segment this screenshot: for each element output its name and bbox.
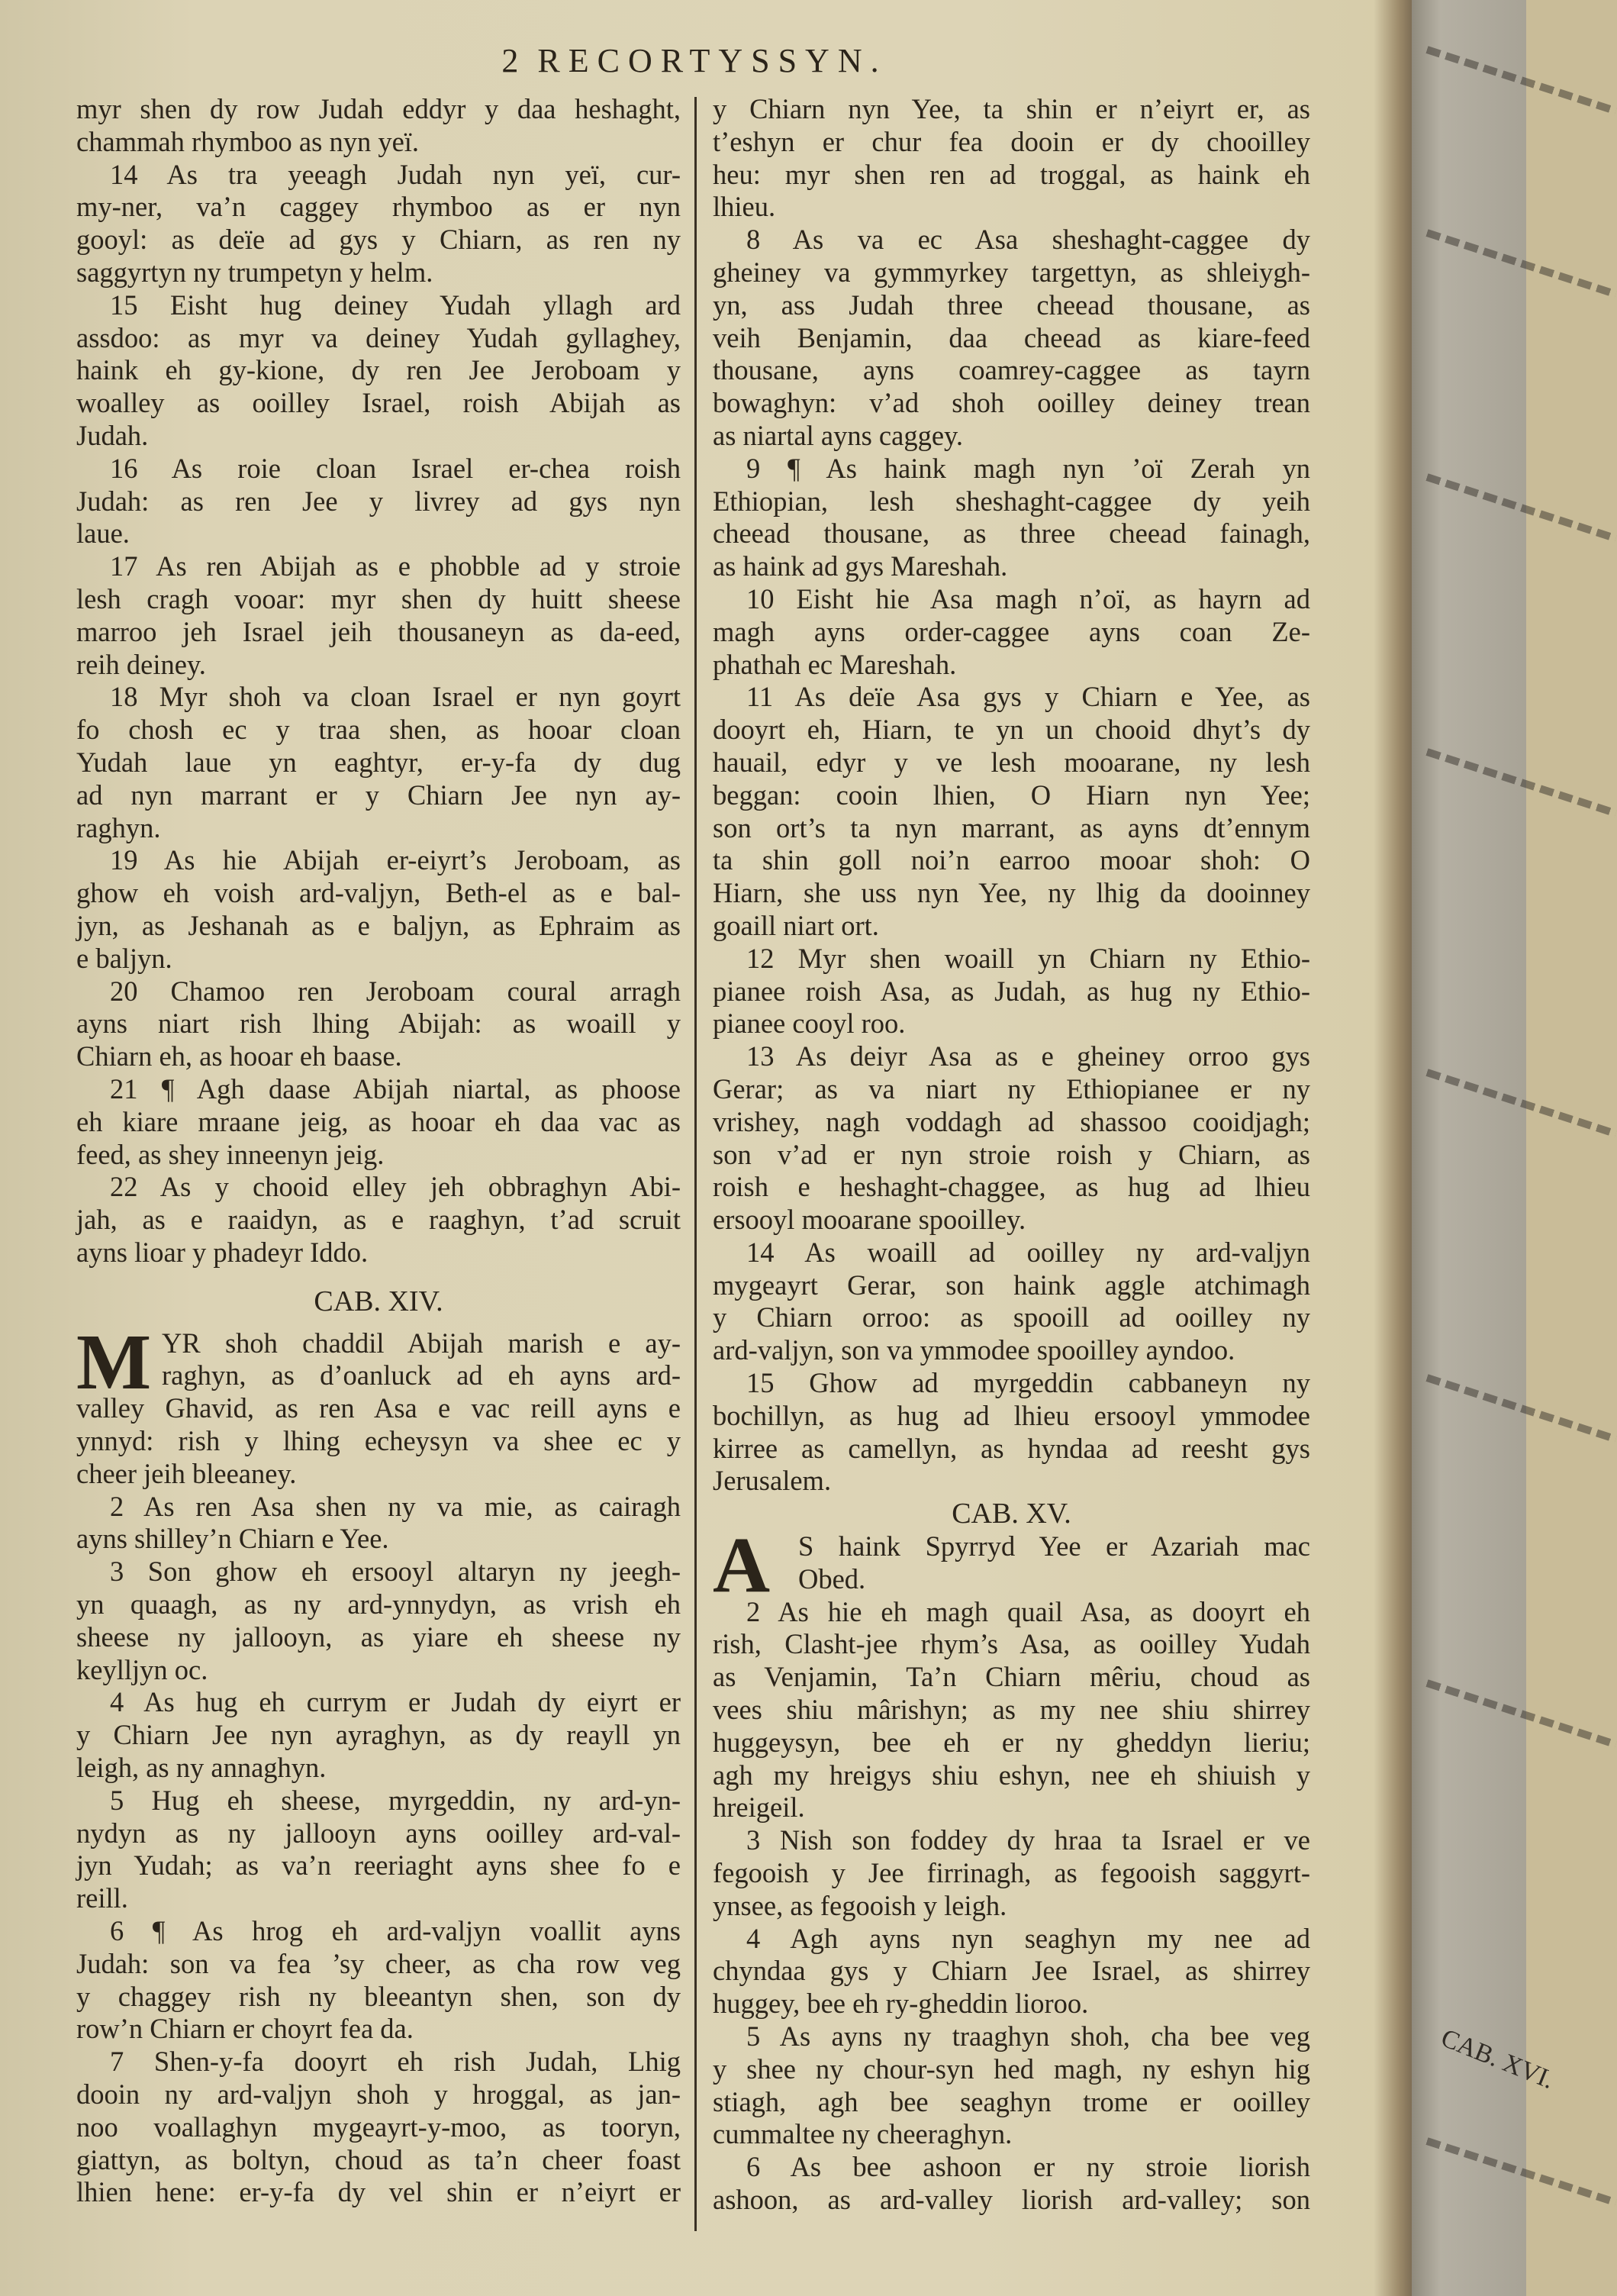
text-line: cheer jeih bleeaney. [76, 1457, 297, 1489]
text-line: ynsee, as fegooish y leigh. [713, 1889, 1007, 1921]
text-line: Judah: son va fea ’sy cheer, as cha row veg [76, 1947, 681, 1979]
text-line: Ethiopian, lesh sheshaght-caggee dy yeih [713, 485, 1310, 517]
text-line: ynnyd: rish y lhing echeysyn va shee ec y [76, 1425, 681, 1457]
text-line: Jerusalem. [713, 1465, 832, 1497]
drop-cap: M [76, 1317, 150, 1406]
text-line: 6 ¶ As hrog eh ard-valjyn voallit ayns [110, 1915, 681, 1947]
text-line: 21 ¶ Agh daase Abijah niartal, as phoose [110, 1072, 681, 1104]
text-line: rish, Clasht-jee rhym’s Asa, as ooilley Yudah [713, 1628, 1310, 1660]
text-line: jyn, as Jeshanah as e baljyn, as Ephraim as [76, 909, 681, 941]
text-line: fo chosh ec y traa shen, as hooar cloan [76, 714, 681, 746]
text-line: 3 Nish son foddey dy hraa ta Israel er ve [746, 1824, 1310, 1856]
text-line: Obed. [798, 1562, 866, 1595]
verse-paragraph [713, 2151, 1310, 2217]
blurred-text-line [1425, 46, 1616, 114]
running-header [0, 40, 1389, 82]
text-line: noo voallaghyn mygeayrt-y-moo, as tooryn, [76, 2111, 681, 2143]
text-line: ta shin goll noi’n earroo mooar shoh: O [713, 844, 1310, 876]
verse-paragraph [76, 1556, 681, 1686]
text-line: 11 As deïe Asa gys y Chiarn e Yee, as [746, 681, 1310, 713]
blurred-text-line [1425, 229, 1616, 298]
text-line: ashoon, as ard-valley liorish ard-valley; son [713, 2184, 1310, 2215]
column-divider [694, 97, 697, 2231]
text-line: magh ayns order-caggee ayns coan Ze- [713, 615, 1310, 647]
text-line: vrishey, nagh voddagh ad shassoo cooidjagh; [713, 1105, 1310, 1137]
text-line: feed, as shey inneenyn jeig. [76, 1138, 385, 1170]
verse-paragraph [713, 583, 1310, 681]
text-line: beggan: cooin lhien, O Hiarn nyn Yee; [713, 779, 1310, 811]
text-line: 6 As bee ashoon er ny stroie liorish [746, 2151, 1310, 2183]
text-line: son ort’s ta nyn marrant, as ayns dt’ennym [713, 811, 1310, 843]
blurred-text-line [1425, 473, 1616, 542]
text-line: keylljyn oc. [76, 1653, 208, 1685]
text-line: lhien hene: er-y-fa dy vel shin er n’eiyrt er [76, 2176, 681, 2208]
blurred-text-line [1425, 2137, 1616, 2206]
text-line: nydyn as ny jallooyn ayns ooilley ard-val- [76, 1817, 681, 1849]
text-line: roish e heshaght-chaggee, as hug ad lhieu [713, 1171, 1310, 1203]
blurred-text-line [1425, 748, 1616, 817]
verse-paragraph [76, 1491, 681, 1556]
verse-paragraph [76, 2046, 681, 2209]
verse-paragraph [76, 453, 681, 550]
text-line: 2 As hie eh magh quail Asa, as dooyrt eh [746, 1595, 1310, 1627]
text-line: Gerar; as va niart ny Ethiopianee er ny [713, 1072, 1310, 1104]
verse-paragraph [713, 1237, 1310, 1367]
verse-paragraph [76, 975, 681, 1073]
verse-paragraph [76, 1915, 681, 2046]
left-column [76, 93, 681, 2209]
text-line: my-ner, va’n caggey rhymboo as er nyn [76, 191, 681, 223]
text-line: chyndaa gys y Chiarn Jee Israel, as shirrey [713, 1955, 1310, 1987]
verse-paragraph [713, 1923, 1310, 2020]
text-line: eh kiare mraane jeig, as hooar eh daa vac as [76, 1105, 681, 1137]
text-line: gheiney va gymmyrkey targettyn, as shleiygh- [713, 256, 1310, 288]
text-line: veih Benjamin, daa cheead as kiare-feed [713, 321, 1310, 353]
blurred-text-line [1425, 1679, 1616, 1748]
text-line: fegooish y Jee firrinagh, as fegooish saggyrt- [713, 1857, 1310, 1889]
text-line: ayns niart rish lhing Abijah: as woaill y [76, 1008, 681, 1040]
text-line: 4 As hug eh currym er Judah dy eiyrt er [110, 1686, 681, 1718]
verse-paragraph [76, 844, 681, 975]
text-line: e baljyn. [76, 942, 172, 974]
text-line: Judah. [76, 419, 149, 451]
text-line: sheese ny jallooyn, as yiare eh sheese ny [76, 1620, 681, 1653]
text-line: y chaggey rish ny bleeantyn shen, son dy [76, 1980, 681, 2012]
chapter-heading: CAB. XV. [952, 1498, 1071, 1530]
text-line: Yudah laue yn eaghtyr, er-y-fa dy dug [76, 746, 681, 778]
text-line: marroo jeh Israel jeih thousaneyn as da-eed, [76, 615, 681, 647]
drop-cap: A [713, 1521, 769, 1610]
text-line: kirree as camellyn, as hyndaa ad reesht gys [713, 1432, 1310, 1464]
text-line: 20 Chamoo ren Jeroboam coural arragh [110, 975, 681, 1007]
text-line: agh my hreigys shiu eshyn, nee eh shiuish y [713, 1759, 1310, 1791]
verse-paragraph [713, 1596, 1310, 1825]
text-line: 14 As tra yeeagh Judah nyn yeï, cur- [110, 158, 681, 190]
chapter-opening-paragraph [713, 1521, 1310, 1610]
text-line: 13 As deiyr Asa as e gheiney orroo gys [746, 1040, 1310, 1072]
verse-paragraph [713, 93, 1310, 224]
text-line: 14 As woaill ad ooilley ny ard-valjyn [746, 1236, 1310, 1268]
text-line: y Chiarn nyn Yee, ta shin er n’eiyrt er, as [713, 93, 1310, 124]
text-line: 3 Son ghow eh ersooyl altaryn ny jeegh- [110, 1556, 681, 1588]
text-line: son v’ad er nyn stroie roish y Chiarn, as [713, 1138, 1310, 1170]
text-line: dooin ny ard-valjyn shoh y hroggal, as jan- [76, 2078, 681, 2111]
text-line: cheead thousane, as three cheead fainagh, [713, 518, 1310, 550]
text-line: row’n Chiarn er choyrt fea da. [76, 2013, 414, 2045]
text-line: 17 As ren Abijah as e phobble ad y stroie [110, 550, 681, 582]
text-line: reill. [76, 1882, 128, 1914]
text-line: jah, as e raaidyn, as e raaghyn, t’ad scruit [76, 1204, 681, 1236]
text-line: yn, ass Judah three cheead thousane, as [713, 289, 1310, 321]
verse-paragraph [76, 550, 681, 681]
text-line: 15 Ghow ad myrgeddin cabbaneyn ny [746, 1367, 1310, 1399]
verse-paragraph [713, 1040, 1310, 1237]
text-line: phathah ec Mareshah. [713, 648, 957, 680]
chapter-heading: CAB. XIV. [314, 1285, 443, 1317]
verse-paragraph [713, 1824, 1310, 1922]
text-line: 18 Myr shoh va cloan Israel er nyn goyrt [110, 681, 681, 713]
text-line: 7 Shen-y-fa dooyrt eh rish Judah, Lhig [110, 2046, 681, 2078]
text-line: 16 As roie cloan Israel er-chea roish [110, 452, 681, 484]
verse-paragraph [76, 681, 681, 844]
text-line: 12 Myr shen woaill yn Chiarn ny Ethio- [746, 942, 1310, 974]
text-line: pianee roish Asa, as Judah, as hug ny Ethio- [713, 975, 1310, 1007]
text-line: leigh, as ny annaghyn. [76, 1752, 327, 1784]
text-line: lhieu. [713, 191, 776, 223]
verse-paragraph [713, 224, 1310, 453]
text-line: heu: myr shen ren ad troggal, as haink eh [713, 158, 1310, 190]
page-number: 2 [501, 42, 527, 79]
text-line: assdoo: as myr va deiney Yudah gyllaghey, [76, 321, 681, 353]
text-line: ayns lioar y phadeyr Iddo. [76, 1236, 369, 1268]
text-line: pianee cooyl roo. [713, 1008, 906, 1040]
text-line: huggey, bee eh ry-gheddin lioroo. [713, 1988, 1089, 2020]
verse-paragraph [76, 1171, 681, 1269]
text-line: 8 As va ec Asa sheshaght-caggee dy [746, 224, 1310, 256]
text-line: ayns shilley’n Chiarn e Yee. [76, 1523, 389, 1555]
text-line: hreigeil. [713, 1791, 805, 1824]
text-line: 5 Hug eh sheese, myrgeddin, ny ard-yn- [110, 1784, 681, 1816]
text-line: t’eshyn er chur fea dooin er dy chooilley [713, 125, 1310, 157]
text-line: lesh cragh vooar: myr shen dy huitt sheese [76, 582, 681, 614]
text-line: ersooyl mooarane spooilley. [713, 1204, 1026, 1236]
text-line: Chiarn eh, as hooar eh baase. [76, 1040, 402, 1072]
text-line: YR shoh chaddil Abijah marish e ay- [162, 1327, 681, 1359]
text-line: goaill niart ort. [713, 909, 879, 941]
verse-paragraph [713, 2020, 1310, 2151]
right-column [713, 93, 1310, 2217]
text-line: 15 Eisht hug deiney Yudah yllagh ard [110, 289, 681, 321]
text-line: cummaltee ny cheeraghyn. [713, 2118, 1013, 2150]
facing-page-chapter-heading: CAB. XVI. [1437, 2024, 1558, 2095]
text-line: raghyn. [76, 811, 161, 843]
text-line: woalley as ooilley Israel, roish Abijah as [76, 387, 681, 419]
text-line: as niartal ayns caggey. [713, 419, 964, 451]
text-line: bowaghyn: v’ad shoh ooilley deiney trean [713, 387, 1310, 419]
text-line: haink eh gy-kione, dy ren Jee Jeroboam y [76, 354, 681, 386]
text-line: bochillyn, as hug ad lhieu ersooyl ymmodee [713, 1399, 1310, 1431]
text-line: myr shen dy row Judah eddyr y daa heshaght, [76, 93, 681, 124]
text-line: yn quaagh, as ny ard-ynnydyn, as vrish eh [76, 1588, 681, 1620]
text-line: jyn Yudah; as va’n reeriaght ayns shee fo e [76, 1849, 681, 1882]
text-line: vees shiu mârishyn; as my nee shiu shirrey [713, 1694, 1310, 1726]
verse-paragraph [713, 453, 1310, 583]
text-line: 19 As hie Abijah er-eiyrt’s Jeroboam, as [110, 844, 681, 876]
blurred-text-line [1425, 1069, 1616, 1137]
text-line: ad nyn marrant er y Chiarn Jee nyn ay- [76, 779, 681, 811]
text-line: y Chiarn Jee nyn ayraghyn, as dy reayll yn [76, 1719, 681, 1751]
verse-paragraph [76, 1785, 681, 1915]
text-line: 4 Agh ayns nyn seaghyn my nee ad [746, 1922, 1310, 1954]
text-line: reih deiney. [76, 648, 206, 680]
text-line: Judah: as ren Jee y livrey ad gys nyn [76, 485, 681, 517]
verse-paragraph [76, 1073, 681, 1171]
text-line: thousane, ayns coamrey-caggee as tayrn [713, 354, 1310, 386]
text-line: 10 Eisht hie Asa magh n’oï, as hayrn ad [746, 582, 1310, 614]
text-line: laue. [76, 518, 130, 550]
text-line: mygeayrt Gerar, son haink aggle atchimagh [713, 1269, 1310, 1301]
verse-paragraph [713, 943, 1310, 1040]
text-line: 9 ¶ As haink magh nyn ’oï Zerah yn [746, 452, 1310, 484]
text-line: valley Ghavid, as ren Asa e vac reill ayns e [76, 1392, 681, 1424]
text-line: y Chiarn orroo: as spooill ad ooilley ny [713, 1301, 1310, 1333]
text-line: huggeysyn, bee eh er ny gheddyn lieriu; [713, 1726, 1310, 1758]
text-line: as Venjamin, Ta’n Chiarn mêriu, choud as [713, 1661, 1310, 1693]
text-line: as haink ad gys Mareshah. [713, 550, 1008, 582]
verse-paragraph [76, 289, 681, 453]
facing-page-edge [1412, 0, 1558, 2296]
text-line: raghyn, as d’oanluck ad eh ayns ard- [162, 1359, 681, 1391]
text-line: Hiarn, she uss nyn Yee, ny lhig da dooinney [713, 877, 1310, 909]
text-line: giattyn, as boltyn, choud as ta’n cheer foast [76, 2143, 681, 2175]
text-line: 22 As y chooid elley jeh obbraghyn Abi- [110, 1171, 681, 1203]
text-line: ghow eh voish ard-valjyn, Beth-el as e bal- [76, 877, 681, 909]
text-line: S haink Spyrryd Yee er Azariah mac [798, 1530, 1310, 1562]
verse-paragraph [713, 681, 1310, 942]
text-line: saggyrtyn ny trumpetyn y helm. [76, 256, 433, 288]
verse-paragraph [713, 1367, 1310, 1498]
text-line: stiagh, agh bee seaghyn trome er ooilley [713, 2085, 1310, 2117]
text-line: 2 As ren Asa shen ny va mie, as cairagh [110, 1490, 681, 1522]
verse-paragraph [76, 93, 681, 159]
text-line: ard-valjyn, son va ymmodee spooilley ayndoo. [713, 1334, 1235, 1366]
text-line: hauail, edyr y ve lesh mooarane, ny lesh [713, 746, 1310, 778]
chapter-opening-paragraph [76, 1317, 681, 1491]
text-line: chammah rhymboo as nyn yeï. [76, 125, 420, 157]
text-line: dooyrt eh, Hiarn, te yn un chooid dhyt’s dy [713, 714, 1310, 746]
verse-paragraph [76, 1686, 681, 1784]
verse-paragraph [76, 159, 681, 289]
text-line: 5 As ayns ny traaghyn shoh, cha bee veg [746, 2020, 1310, 2053]
text-line: y shee ny chour-syn hed magh, ny eshyn hig [713, 2053, 1310, 2085]
text-line: gooyl: as deïe ad gys y Chiarn, as ren ny [76, 224, 681, 256]
blurred-text-line [1425, 1374, 1616, 1443]
running-title: RECORTYSSYN. [537, 42, 887, 79]
